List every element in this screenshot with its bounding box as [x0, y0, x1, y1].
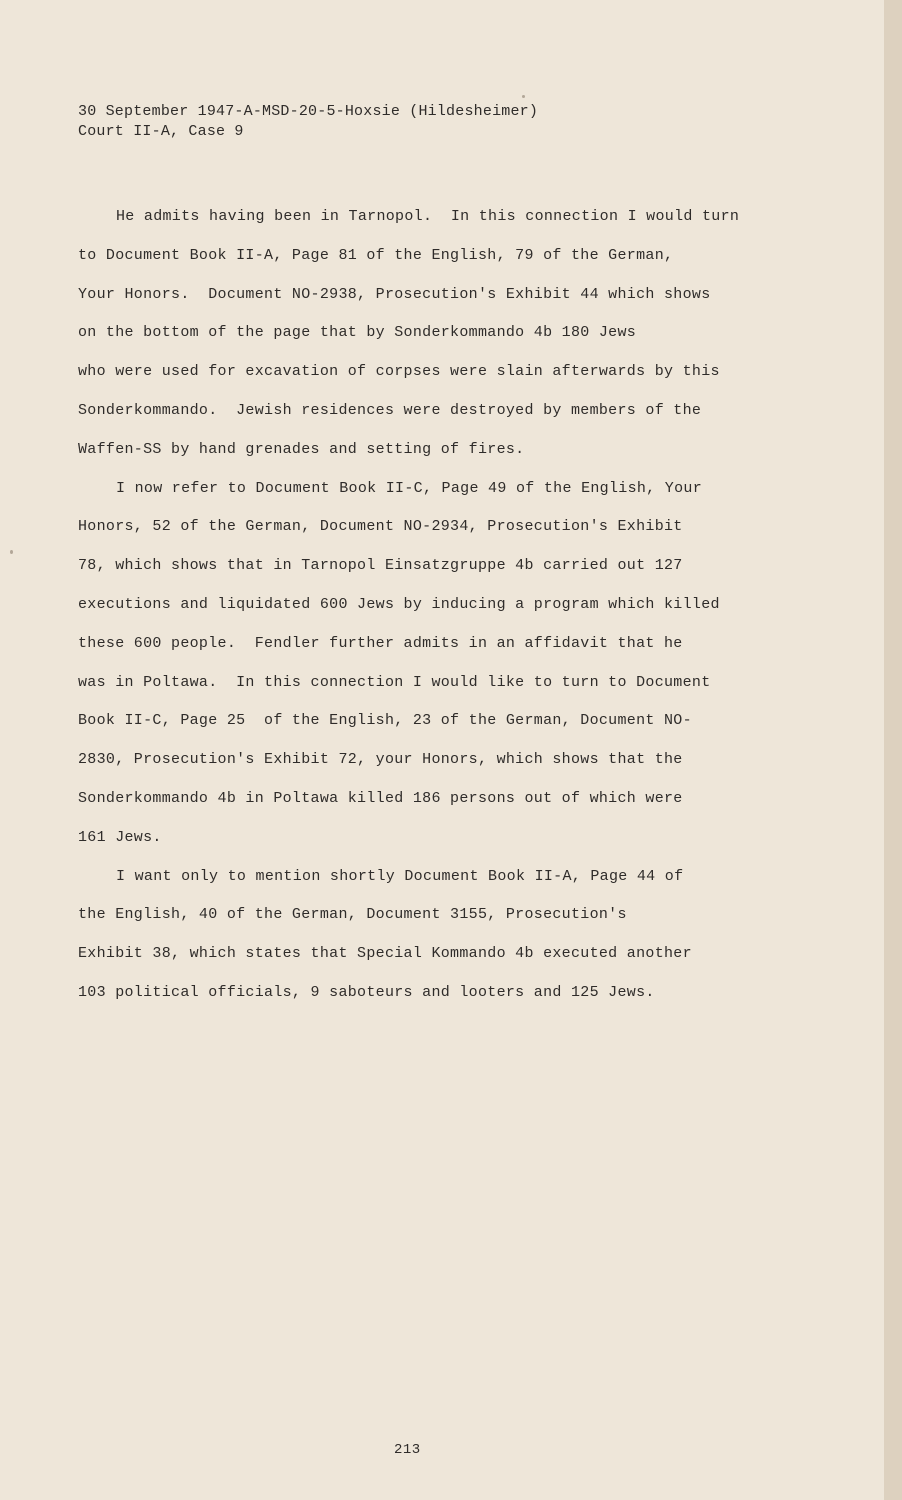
- document-header: [78, 102, 538, 142]
- text-line: I now refer to Document Book II-C, Page 49 of the English, Your: [116, 479, 702, 497]
- text-line: Sonderkommando 4b in Poltawa killed 186 persons out of which were: [78, 789, 683, 807]
- text-line: Waffen-SS by hand grenades and setting of fires.: [78, 440, 525, 458]
- text-line: Book II-C, Page 25 of the English, 23 of the German, Document NO-: [78, 712, 692, 730]
- text-line: who were used for excavation of corpses were slain afterwards by this: [78, 363, 720, 381]
- paper-speck: [522, 95, 525, 98]
- text-line: to Document Book II-A, Page 81 of the English, 79 of the German,: [78, 246, 674, 264]
- text-line: 78, which shows that in Tarnopol Einsatzgruppe 4b carried out 127: [78, 557, 683, 575]
- text-line: on the bottom of the page that by Sonderkommando 4b 180 Jews: [78, 324, 637, 342]
- text-line: I want only to mention shortly Document Book II-A, Page 44 of: [116, 867, 684, 885]
- text-line: was in Poltawa. In this connection I would like to turn to Document: [78, 673, 711, 691]
- header-court-line: Court II-A, Case 9: [78, 123, 244, 140]
- text-line: Sonderkommando. Jewish residences were destroyed by members of the: [78, 401, 702, 419]
- transcript-body: [78, 198, 778, 1013]
- text-line: He admits having been in Tarnopol. In this connection I would turn: [116, 208, 740, 225]
- text-line: Exhibit 38, which states that Special Kommando 4b executed another: [78, 945, 692, 963]
- page-number: 213: [394, 1442, 421, 1458]
- text-line: these 600 people. Fendler further admits in an affidavit that he: [78, 634, 683, 652]
- text-line: the English, 40 of the German, Document 3155, Prosecution's: [78, 906, 627, 924]
- text-line: 2830, Prosecution's Exhibit 72, your Honors, which shows that the: [78, 751, 683, 769]
- header-date-line: 30 September 1947-A-MSD-20-5-Hoxsie (Hildesheimer): [78, 103, 539, 120]
- paper-speck: [10, 550, 13, 554]
- text-line: 161 Jews.: [78, 828, 162, 846]
- text-line: Your Honors. Document NO-2938, Prosecution's Exhibit 44 which shows: [78, 285, 711, 303]
- text-line: 103 political officials, 9 saboteurs and looters and 125 Jews.: [78, 983, 655, 1001]
- text-line: executions and liquidated 600 Jews by inducing a program which killed: [78, 595, 720, 613]
- text-line: Honors, 52 of the German, Document NO-2934, Prosecution's Exhibit: [78, 518, 683, 536]
